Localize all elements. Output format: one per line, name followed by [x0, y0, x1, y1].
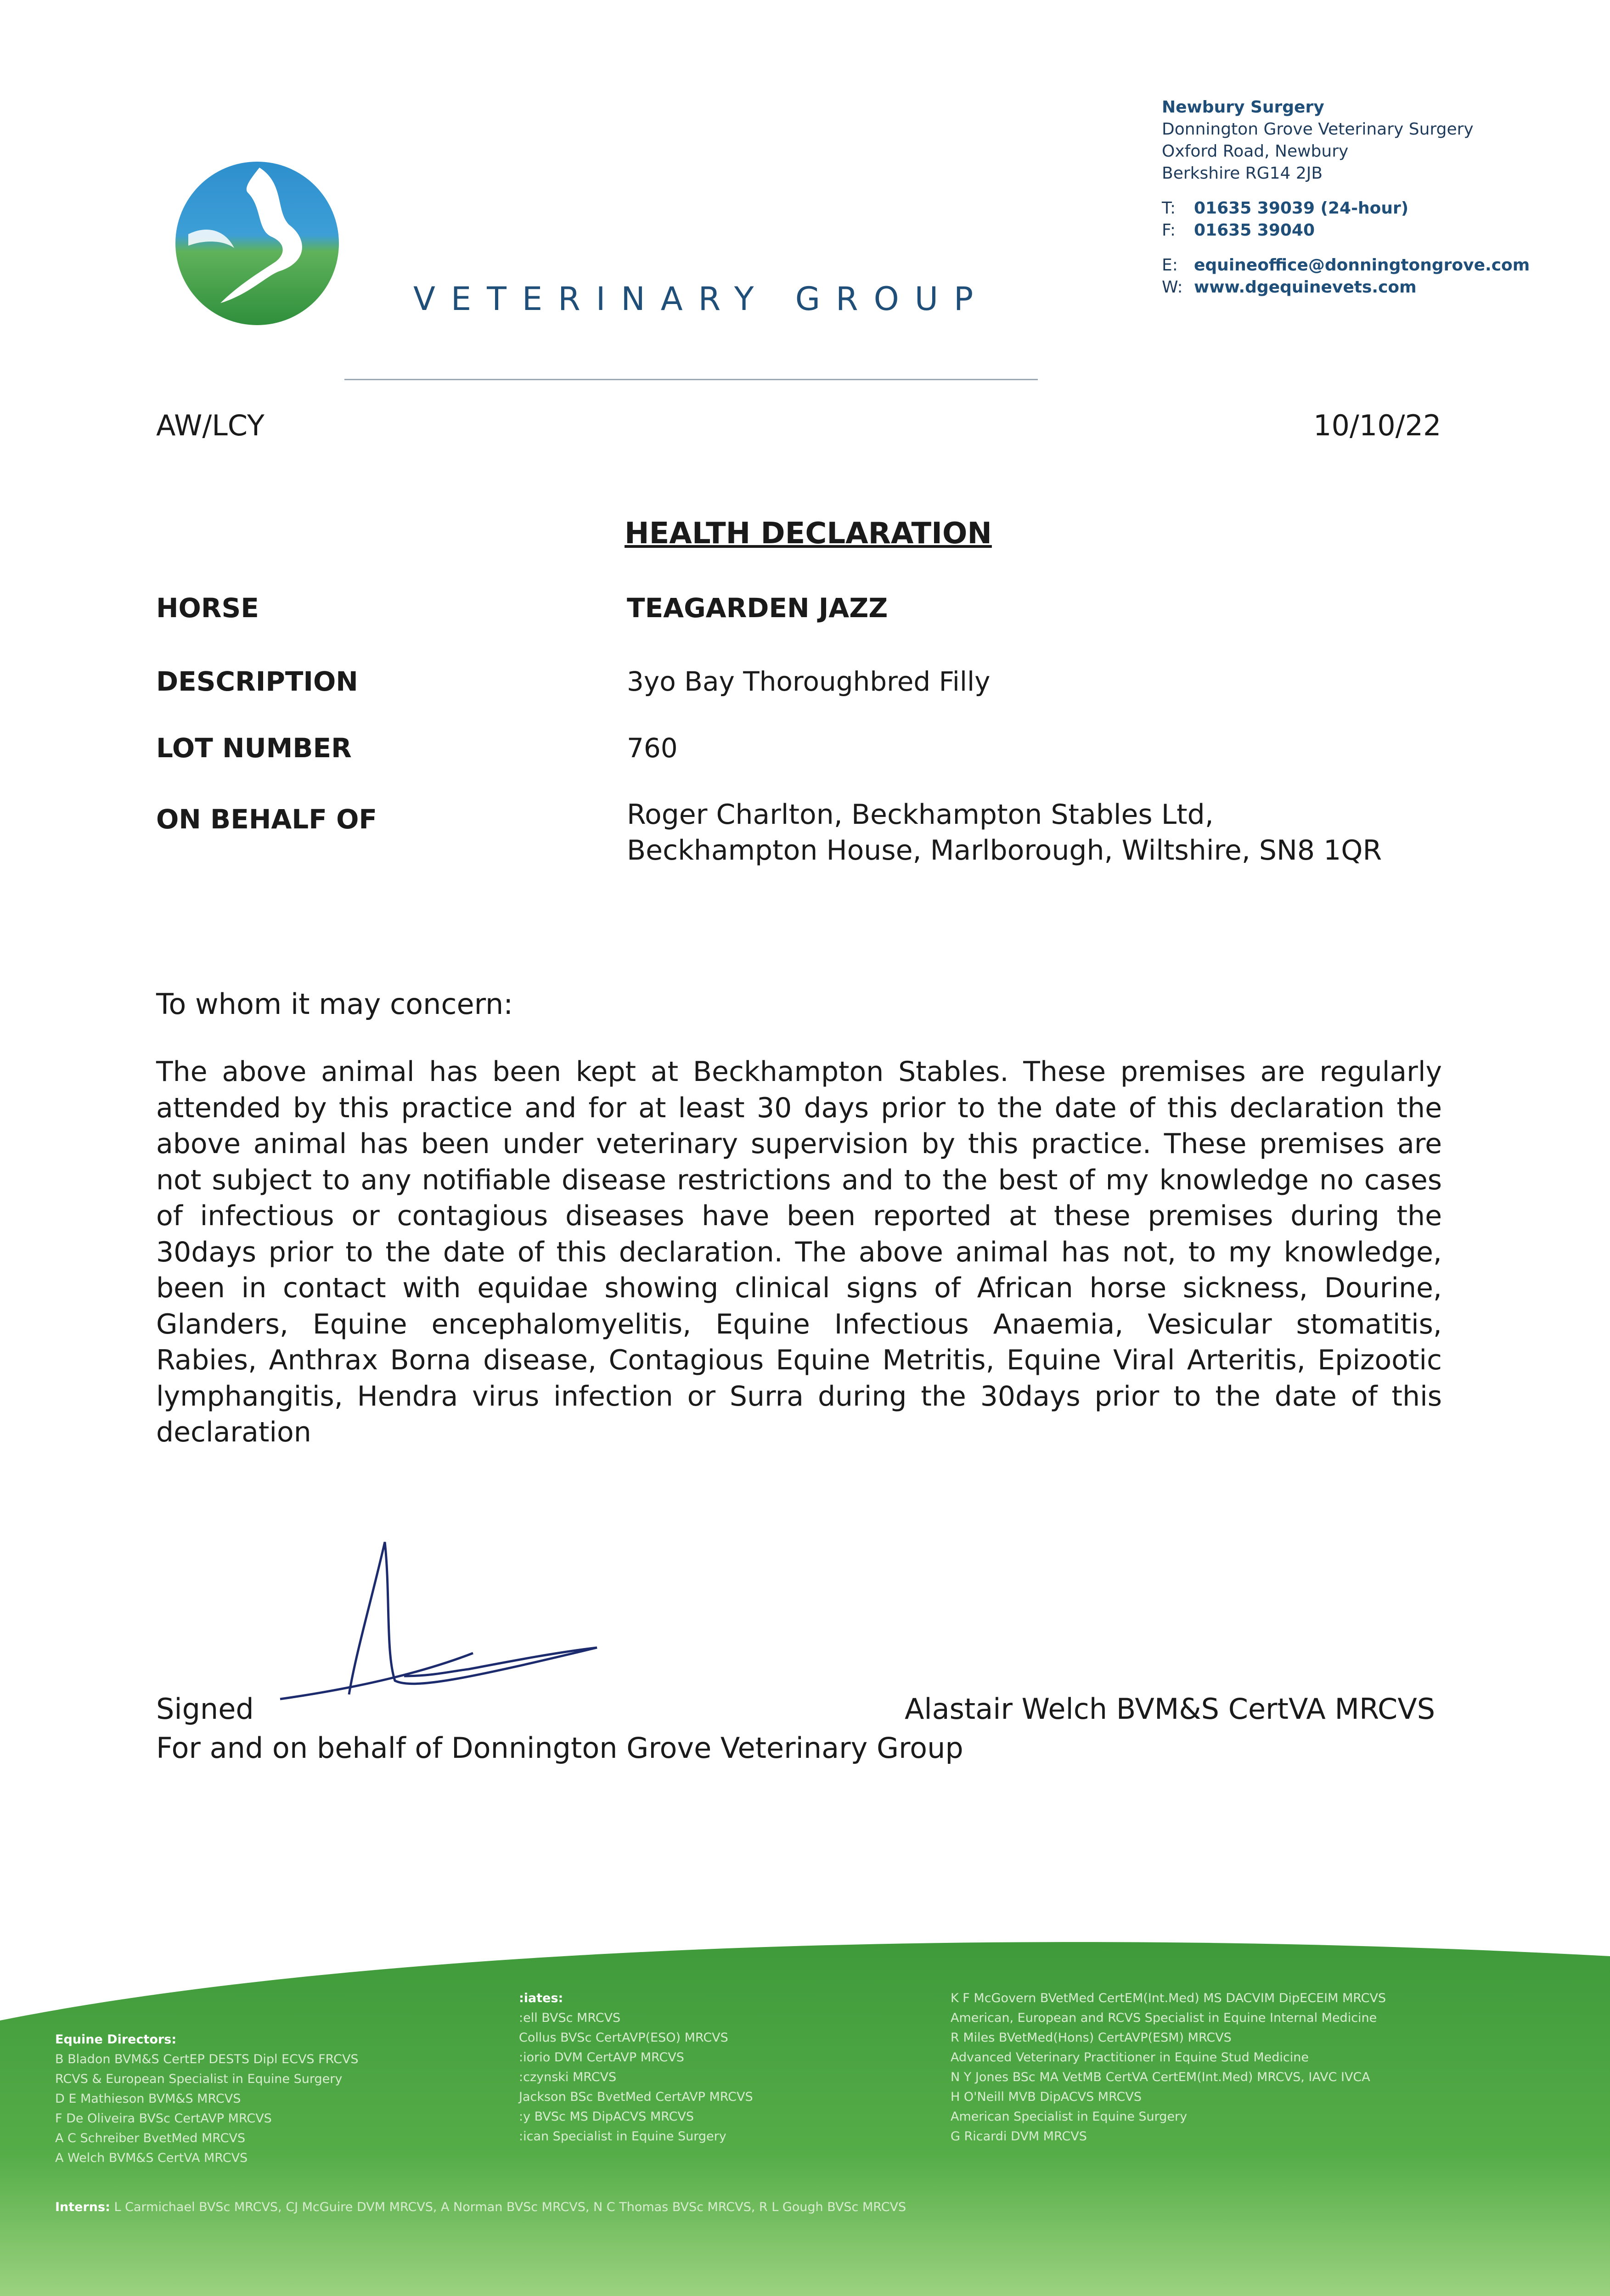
- footer-staff: [951, 1988, 1386, 2146]
- email-row: [1162, 254, 1575, 276]
- on-behalf-statement: For and on behalf of Donnington Grove Veterinary Group: [156, 1731, 963, 1765]
- director-line: A Welch BVM&S CertVA MRCVS: [55, 2151, 248, 2165]
- associate-line: :czynski MRCVS: [519, 2070, 617, 2084]
- signed-label: Signed: [156, 1692, 254, 1726]
- interns-list: L Carmichael BVSc MRCVS, CJ McGuire DVM MRCVS, A Norman BVSc MRCVS, N C Thomas BVSc MRCVS, R L Gough BVSc MRCVS: [114, 2200, 906, 2214]
- email-address: equineoffice@donningtongrove.com: [1194, 256, 1530, 275]
- staff-line: American, European and RCVS Specialist in Equine Internal Medicine: [951, 2011, 1377, 2025]
- signature-icon: [276, 1538, 689, 1722]
- associate-line: :iorio DVM CertAVP MRCVS: [519, 2050, 684, 2065]
- website-label: W:: [1162, 278, 1183, 297]
- director-line: B Bladon BVM&S CertEP DESTS Dipl ECVS FRCVS: [55, 2052, 359, 2066]
- email-label: E:: [1162, 256, 1178, 275]
- staff-line: Advanced Veterinary Practitioner in Equine Stud Medicine: [951, 2050, 1309, 2065]
- lot-number-value: 760: [627, 732, 678, 764]
- staff-line: N Y Jones BSc MA VetMB CertVA CertEM(Int.Med) MRCVS, IAVC IVCA: [951, 2070, 1370, 2084]
- footer-associates: [519, 1988, 753, 2146]
- telephone-number: 01635 39039 (24-hour): [1194, 199, 1409, 218]
- associates-title: :iates:: [519, 1991, 563, 2005]
- associate-line: :ican Specialist in Equine Surgery: [519, 2129, 726, 2144]
- fax-label: F:: [1162, 221, 1176, 240]
- website-address: www.dgequinevets.com: [1194, 278, 1417, 297]
- footer-interns: [55, 2197, 906, 2217]
- staff-line: G Ricardi DVM MRCVS: [951, 2129, 1087, 2144]
- on-behalf-of-line: Roger Charlton, Beckhampton Stables Ltd,: [627, 799, 1214, 831]
- telephone-row: [1162, 197, 1575, 219]
- on-behalf-of-value: [627, 797, 1499, 868]
- description-value: 3yo Bay Thoroughbred Filly: [627, 666, 991, 697]
- declaration-paragraph: The above animal has been kept at Beckhampton Stables. These premises are regularly attended by this practice and for at least 30 days prior to the date of this declaration the above animal has been under veterinary supervision by this practice. These premises are not subject to any notifiable disease restrictions and to the best of my knowledge no cases of infectious or contagious diseases have been reported at these premises during the 30days prior to the date of this declaration. The above animal has not, to my knowledge, been in contact with equidae showing clinical signs of African horse sickness, Dourine, Glanders, Equine encephalomyelitis, Equine Infectious Anaemia, Vesicular stomatitis, Rabies, Anthrax Borna disease, Contagious Equine Metritis, Equine Viral Arteritis, Epizootic lymphangitis, Hendra virus infection or Surra during the 30days prior to the date of this declaration: [156, 1056, 1442, 1448]
- staff-line: K F McGovern BVetMed CertEM(Int.Med) MS DACVIM DipECEIM MRCVS: [951, 1991, 1386, 2005]
- directors-title: Equine Directors:: [55, 2032, 177, 2047]
- telephone-label: T:: [1162, 199, 1176, 218]
- surgery-title: Newbury Surgery: [1162, 98, 1324, 117]
- director-line: RCVS & European Specialist in Equine Surgery: [55, 2072, 343, 2086]
- header-divider: [344, 379, 1038, 380]
- associate-line: Jackson BSc BvetMed CertAVP MRCVS: [519, 2090, 753, 2104]
- group-name: VETERINARY GROUP: [413, 280, 989, 318]
- associate-line: :y BVSc MS DipACVS MRCVS: [519, 2110, 694, 2124]
- lot-number-label: LOT NUMBER: [156, 732, 352, 764]
- on-behalf-of-line: Beckhampton House, Marlborough, Wiltshire, SN8 1QR: [627, 834, 1382, 867]
- staff-line: American Specialist in Equine Surgery: [951, 2110, 1188, 2124]
- staff-line: H O'Neill MVB DipACVS MRCVS: [951, 2090, 1142, 2104]
- horse-value: TEAGARDEN JAZZ: [627, 592, 888, 624]
- letter-date: 10/10/22: [1313, 409, 1441, 442]
- document-title: HEALTH DECLARATION: [625, 517, 992, 551]
- director-line: D E Mathieson BVM&S MRCVS: [55, 2092, 241, 2106]
- horse-label: HORSE: [156, 592, 259, 624]
- logo-icon: [170, 156, 344, 331]
- staff-line: R Miles BVetMed(Hons) CertAVP(ESM) MRCVS: [951, 2031, 1232, 2045]
- reference: AW/LCY: [156, 409, 265, 442]
- surgery-address-line: Oxford Road, Newbury: [1162, 142, 1349, 161]
- salutation: To whom it may concern:: [156, 987, 513, 1021]
- associate-line: :ell BVSc MRCVS: [519, 2011, 621, 2025]
- director-line: A C Schreiber BvetMed MRCVS: [55, 2131, 246, 2145]
- signer-name: Alastair Welch BVM&S CertVA MRCVS: [905, 1692, 1435, 1726]
- contact-block: [1162, 96, 1575, 298]
- interns-label: Interns:: [55, 2200, 110, 2214]
- surgery-address-line: Donnington Grove Veterinary Surgery: [1162, 120, 1474, 139]
- on-behalf-of-label: ON BEHALF OF: [156, 804, 377, 835]
- director-line: F De Oliveira BVSc CertAVP MRCVS: [55, 2111, 272, 2126]
- description-label: DESCRIPTION: [156, 666, 358, 697]
- surgery-address-line: Berkshire RG14 2JB: [1162, 164, 1323, 183]
- associate-line: Collus BVSc CertAVP(ESO) MRCVS: [519, 2031, 728, 2045]
- website-row: [1162, 276, 1575, 298]
- fax-number: 01635 39040: [1194, 221, 1315, 240]
- fax-row: [1162, 219, 1575, 242]
- footer-directors: [55, 2030, 359, 2168]
